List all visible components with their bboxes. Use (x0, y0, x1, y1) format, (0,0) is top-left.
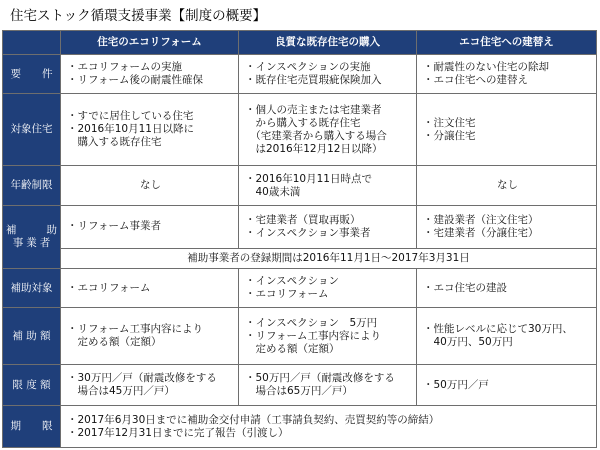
cell-age-existing-purchase: ・2016年10月11日時点で 40歳未満 (239, 166, 417, 205)
row-label-age-limit: 年齢制限 (3, 166, 61, 205)
table-row-age-limit (3, 166, 597, 205)
row-label-deadline: 期 限 (3, 406, 61, 448)
cell-operators-eco-reform: ・リフォーム事業者 (61, 205, 239, 249)
cell-requirements-eco-rebuild: ・耐震性のない住宅の除却 ・エコ住宅への建替え (417, 55, 597, 94)
registration-period-note: 補助事業者の登録期間は2016年11月1日～2017年3月31日 (61, 249, 597, 269)
row-label-subsidy-amount: 補 助 額 (3, 308, 61, 365)
cell-operators-eco-rebuild: ・建設業者（注文住宅） ・宅建業者（分譲住宅） (417, 205, 597, 249)
table-row-requirements (3, 55, 597, 94)
cell-subsidy-target-eco-rebuild: ・エコ住宅の建設 (417, 268, 597, 307)
table-row-registration-period (3, 249, 597, 269)
cell-subsidy-target-existing-purchase: ・インスペクション ・エコリフォーム (239, 268, 417, 307)
program-overview-table (2, 30, 597, 448)
row-label-subsidy-target: 補助対象 (3, 268, 61, 307)
cell-amount-eco-reform: ・リフォーム工事内容により 定める額（定額） (61, 308, 239, 365)
cell-operators-existing-purchase: ・宅建業者（買取再販） ・インスペクション事業者 (239, 205, 417, 249)
header-corner (3, 31, 61, 55)
cell-target-existing-purchase: ・個人の売主または宅建業者 から購入する既存住宅 （宅建業者から購入する場合 は2016年12月12日以降） (239, 94, 417, 166)
row-label-target-housing: 対象住宅 (3, 94, 61, 166)
cell-requirements-existing-purchase: ・インスペクションの実施 ・既存住宅売買瑕疵保険加入 (239, 55, 417, 94)
column-header-existing-purchase: 良質な既存住宅の購入 (239, 31, 417, 55)
row-label-limit-amount: 限 度 額 (3, 365, 61, 406)
column-header-eco-reform: 住宅のエコリフォーム (61, 31, 239, 55)
table-row-target-housing (3, 94, 597, 166)
cell-amount-existing-purchase: ・インスペクション 5万円 ・リフォーム工事内容により 定める額（定額） (239, 308, 417, 365)
row-label-requirements: 要 件 (3, 55, 61, 94)
cell-amount-eco-rebuild: ・性能レベルに応じて30万円、 40万円、50万円 (417, 308, 597, 365)
table-row-subsidy-amount (3, 308, 597, 365)
cell-target-eco-reform: ・すでに居住している住宅 ・2016年10月11日以降に 購入する既存住宅 (61, 94, 239, 166)
table-row-subsidy-operators (3, 205, 597, 249)
page-title: 住宅ストック循環支援事業【制度の概要】 (10, 8, 267, 24)
table-row-deadline (3, 406, 597, 448)
cell-limit-eco-rebuild: ・50万円／戸 (417, 365, 597, 406)
table-row-subsidy-target (3, 268, 597, 307)
cell-limit-eco-reform: ・30万円／戸（耐震改修をする 場合は45万円／戸） (61, 365, 239, 406)
cell-requirements-eco-reform: ・エコリフォームの実施 ・リフォーム後の耐震性確保 (61, 55, 239, 94)
cell-target-eco-rebuild: ・注文住宅 ・分譲住宅 (417, 94, 597, 166)
row-label-subsidy-operators: 補 助 事業者 (3, 205, 61, 268)
cell-subsidy-target-eco-reform: ・エコリフォーム (61, 268, 239, 307)
cell-limit-existing-purchase: ・50万円／戸（耐震改修をする 場合は65万円／戸） (239, 365, 417, 406)
table-row-limit-amount (3, 365, 597, 406)
column-header-eco-rebuild: エコ住宅への建替え (417, 31, 597, 55)
cell-deadline: ・2017年6月30日までに補助金交付申請（工事請負契約、売買契約等の締結） ・2017年12月31日までに完了報告（引渡し） (61, 406, 597, 448)
header-row (3, 31, 597, 55)
cell-age-eco-rebuild: なし (417, 166, 597, 205)
cell-age-eco-reform: なし (61, 166, 239, 205)
